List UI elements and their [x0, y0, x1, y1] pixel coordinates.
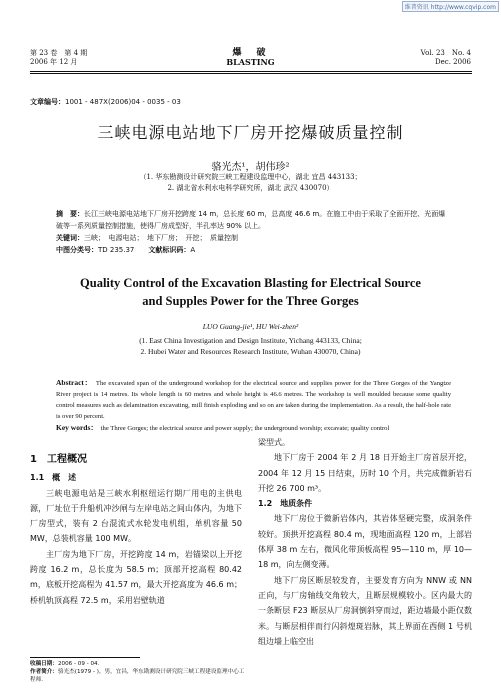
received-value: 2006 - 09 - 04.: [57, 661, 100, 667]
article-id-value: 1001 - 487X(2006)04 - 0035 - 03: [65, 98, 181, 106]
keywords-en: [56, 422, 451, 434]
volume-issue-cn: 第 23 卷 第 4 期: [30, 49, 88, 57]
article-id-label: 文章编号：: [30, 98, 65, 106]
date-cn: 2006 年 12 月: [30, 58, 78, 66]
abstract-en-body: [56, 377, 451, 422]
authors-en: LUO Guang-jie¹, HU Wei-zhen²: [202, 322, 299, 331]
journal-name-en: BLASTING: [226, 57, 275, 67]
affiliation-en-2: 2. Hubei Water and Resources Research Institute, Wuhan 430070, China): [140, 347, 361, 356]
header-right: [421, 49, 471, 67]
affiliations-en: [0, 335, 501, 357]
abstract-cn-body: [56, 208, 451, 232]
keywords-cn-label: 关键词：: [56, 234, 84, 242]
clc-value: TD 235.37: [98, 246, 135, 254]
footnote-rule: [30, 657, 140, 658]
received-label: 收稿日期：: [30, 661, 58, 667]
body-column-right: [258, 435, 472, 649]
abstract-en-text: The excavated span of the underground workshop for the electrical source and supplies power for the Three Gorges of the Yangtze River project is 14 metres. Its whole length is 60 metres and whole height is 46.6 metres. The workshop is well moulded because some quality control measures such as delamination excavating, mill finish exploding and so on are taken during the implementation. As a result, the half-hole rate is over 90 percent.: [56, 380, 452, 420]
body-paragraph-5: 地下厂房区断层较发育，主要发育方向为 NNW 或 NN 正向，与厂房轴线交角较大，且断层规模较小。区内最大的一条断层 F23 断层从厂房洞倒斜穿而过，距边墙最小距仅数米。与断层相伴而行闪斜煌斑岩脉，其上界面在西侧 1 号机组边墙上临空出: [258, 575, 472, 646]
body-paragraph-3: 地下厂房于 2004 年 2 月 18 日开始主厂房首层开挖，2004 年 12 月 15 日结束，历时 10 个月，共完成微新岩石开挖 26 700 m³。: [258, 453, 472, 493]
volume-issue-en: Vol. 23 No. 4: [420, 49, 471, 57]
body-paragraph-2: 主厂房为地下厂房，开挖跨度 14 m，岩锚梁以上开挖跨度 16.2 m，总长度为 58.5 m；顶部开挖高程 80.42 m，底板开挖高程为 41.57 m，最大开挖高度为 46.6 m；桥机轨顶高程 72.5 m，采用岩壁轨道: [30, 549, 242, 605]
header-rule-thin: [30, 73, 472, 74]
title-cn: 三峡电源电站地下厂房开挖爆破质量控制: [97, 123, 404, 142]
keywords-cn-text: 三峡； 电源电站； 地下厂房； 开挖； 质量控制: [84, 234, 238, 242]
abstract-cn-text: 长江三峡电源电站地下厂房开挖跨度 14 m，总长度 60 m，总高度 46.6 m。在施工中由于采取了全面开挖、光面爆破等一系列质量控制措施，使得厂房成型好，半孔率达 90% 以上。: [56, 210, 446, 230]
doc-code-label: 文献标识码：: [148, 246, 191, 254]
keywords-en-label: Key words：: [56, 423, 95, 432]
author-bio: [30, 668, 245, 684]
affiliations-cn: [0, 172, 501, 194]
doc-code-value: A: [190, 246, 196, 254]
watermark: 维普资讯 http://www.cqvip.com: [402, 1, 499, 12]
abstract-cn: [56, 208, 451, 256]
journal-name-cn: 爆 破: [232, 48, 269, 58]
header-rule: [30, 71, 472, 72]
footnote: [30, 660, 245, 684]
abstract-en-label: Abstract：: [56, 378, 89, 387]
received-date: [30, 660, 245, 668]
author-bio-text: 骆光杰(1979 - )，男，宜昌，华东勘测设计研究院三峡工程建设监理中心工程师.: [30, 669, 245, 683]
classification: [56, 244, 451, 256]
body-paragraph-4: 地下厂房位于微新岩体内，其岩体坚硬完整，成洞条件较好。顶拱开挖高程 80.4 m，现地面高程 120 m，上部岩体厚 38 m 左右，微风化带顶板高程 95—110 m，厚 10—18 m，向左侧变薄。: [258, 514, 472, 570]
abstract-cn-label: 摘 要：: [56, 210, 84, 218]
clc-label: 中图分类号：: [56, 246, 98, 254]
affiliation-cn-1: （1. 华东勘测设计研究院三峡工程建设监理中心，湖北 宜昌 443133；: [139, 173, 362, 181]
author-bio-label: 作者简介：: [30, 669, 58, 675]
subsection-heading-1-2: 1.2 地质条件: [258, 499, 313, 509]
section-heading-1: 1 工程概况: [30, 454, 87, 465]
body-paragraph-continued: 梁型式。: [258, 438, 290, 447]
title-en-line-2: and Supples Power for the Three Gorges: [142, 294, 359, 308]
body-column-left: [30, 452, 242, 608]
authors-cn: 骆光杰¹，胡伟珍²: [211, 162, 290, 173]
date-en: Dec. 2006: [435, 58, 471, 66]
article-id: [30, 97, 181, 107]
subsection-heading-1-1: 1.1 概 述: [30, 473, 77, 483]
title-en: [0, 274, 501, 310]
keywords-en-text: the Three Gorges; the electrical source and power supply; the underground worship; excavate; quality control: [100, 425, 390, 432]
title-en-line-1: Quality Control of the Excavation Blasting for Electrical Source: [80, 276, 421, 290]
affiliation-en-1: (1. East China Investigation and Design Institute, Yichang 443133, China;: [139, 336, 362, 345]
body-paragraph-1: 三峡电源电站是三峡水利枢纽运行期厂用电的主供电源，厂址位于升船机冲沙闸与左岸电站之间山体内，为地下厂房型式，装有 2 台混流式水轮发电机组，单机容量 50 MW，总装机容量 100 MW。: [30, 488, 242, 544]
abstract-en: [56, 377, 451, 434]
affiliation-cn-2: 2. 湖北省水利水电科学研究所，湖北 武汉 430070）: [167, 184, 334, 192]
keywords-cn: [56, 232, 451, 244]
